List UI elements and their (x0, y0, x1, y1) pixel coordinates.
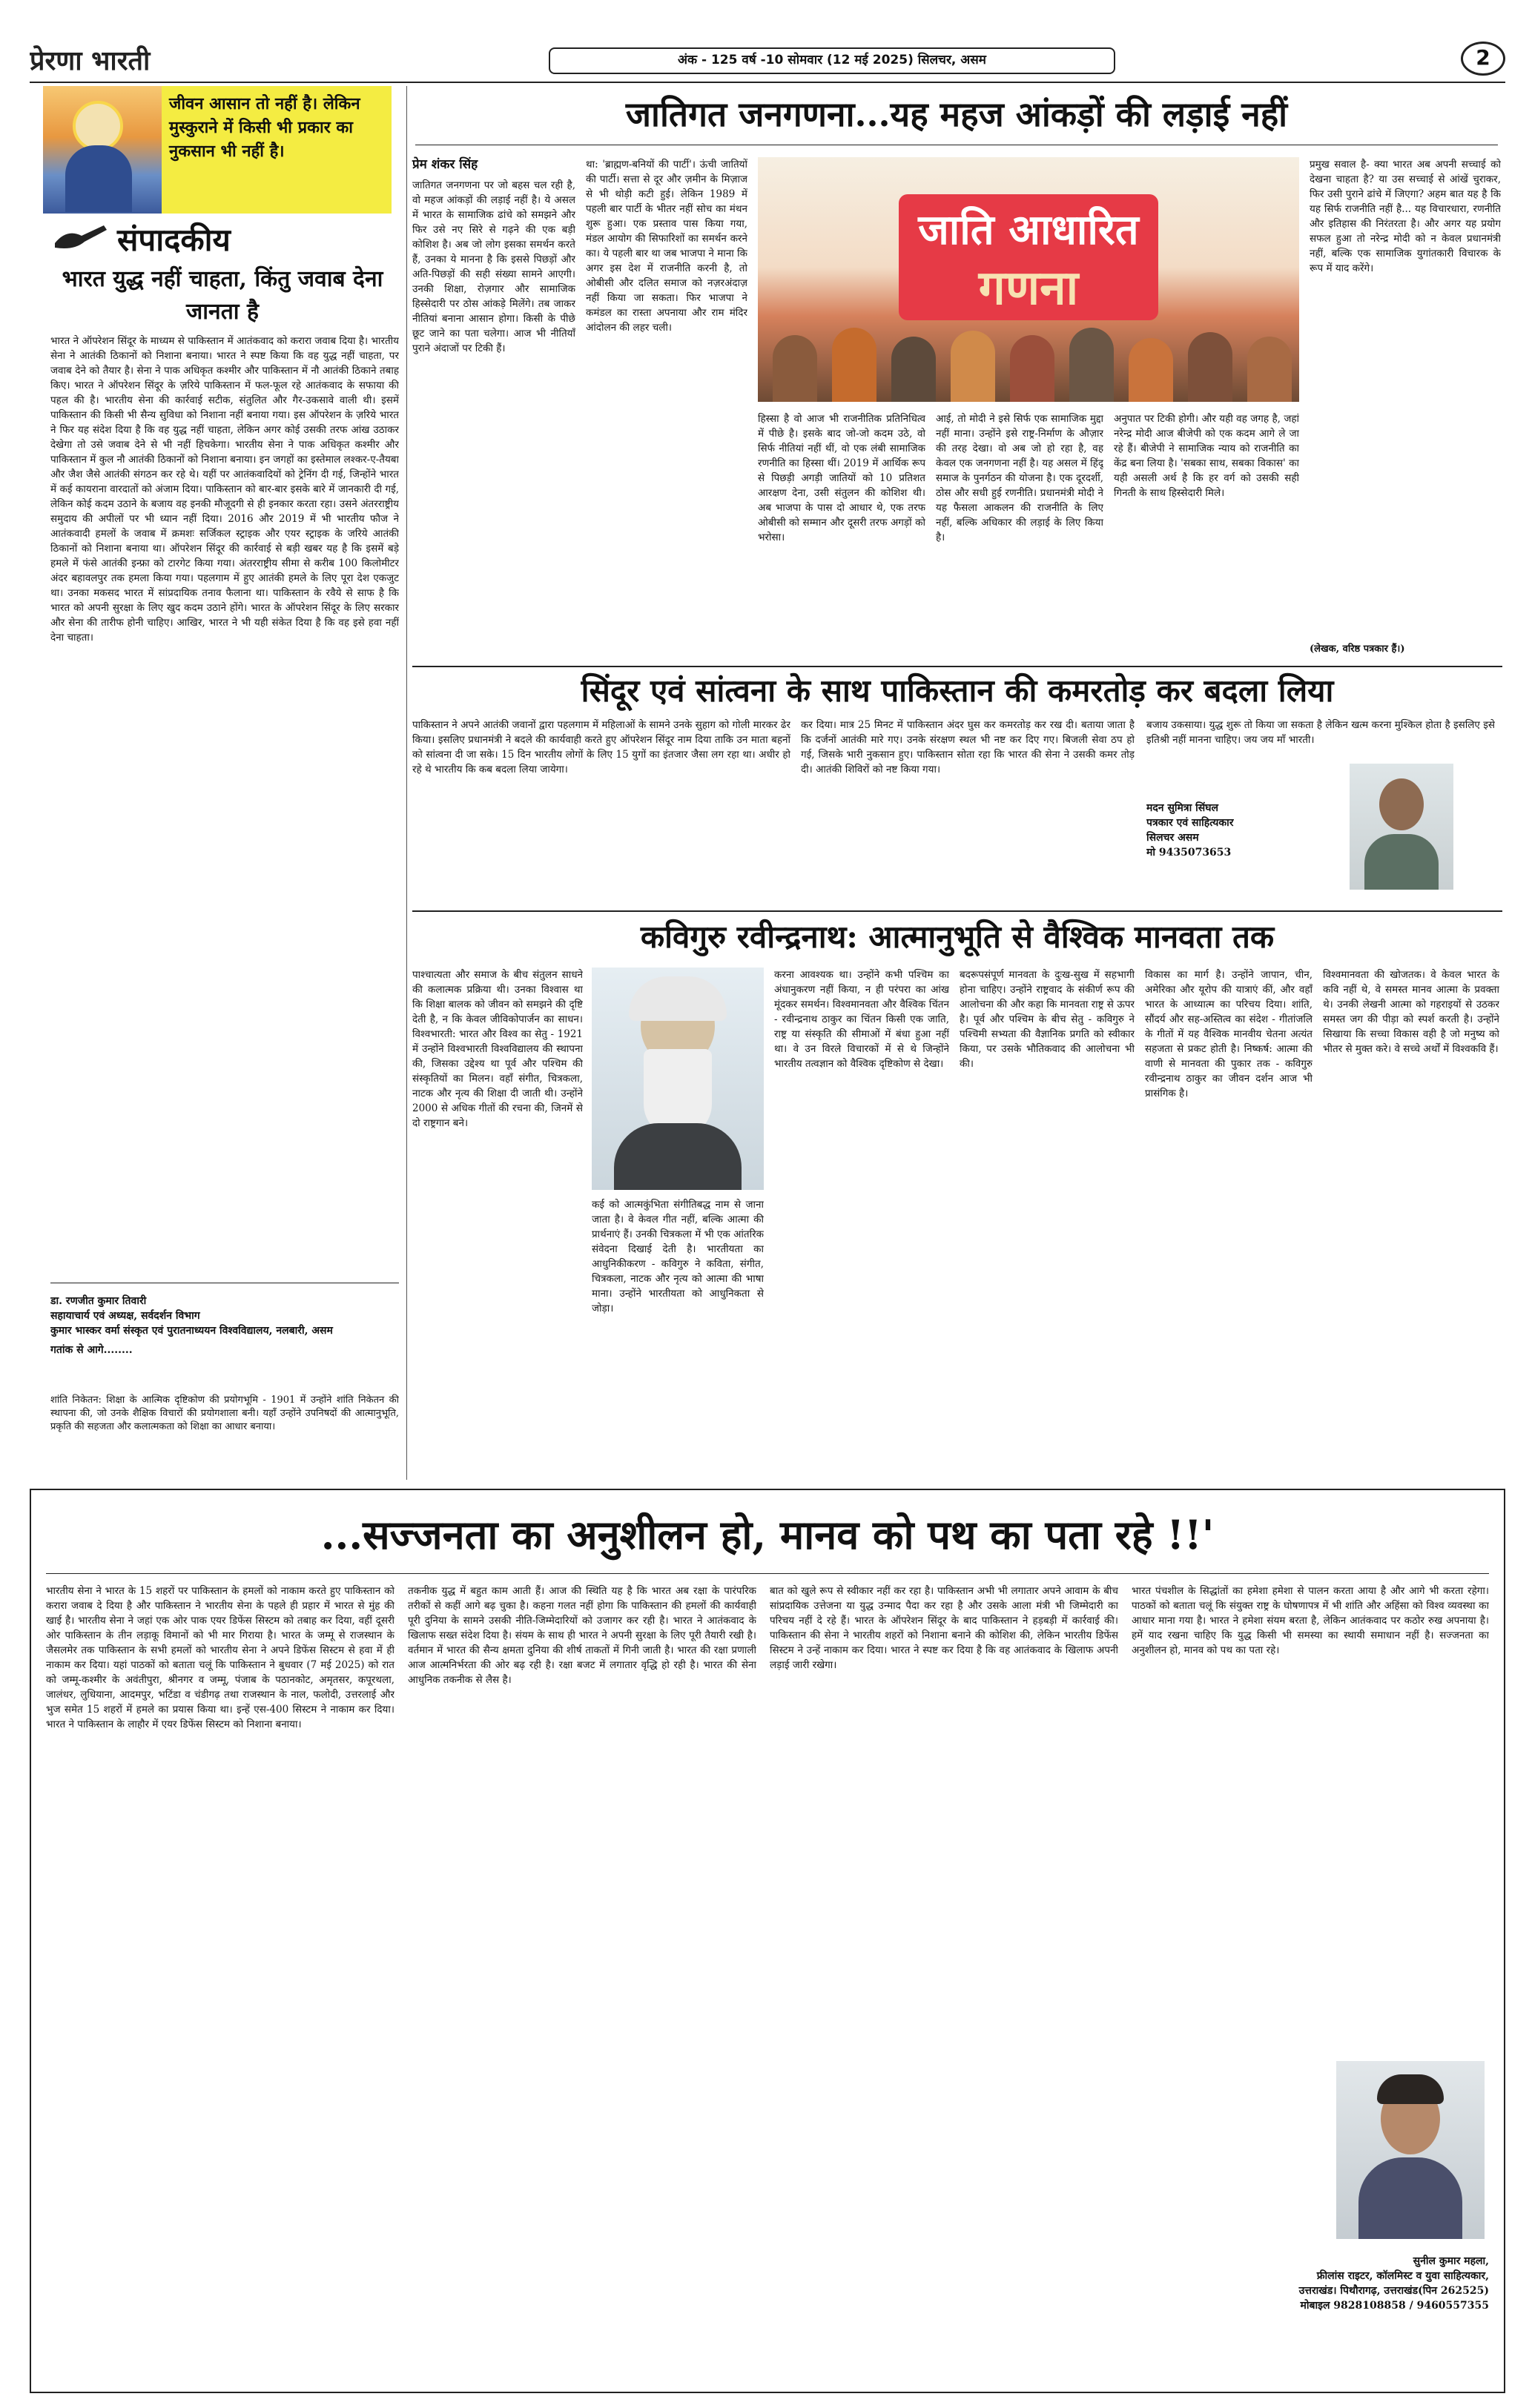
tagore-col-4: बदरूपसंपूर्ण मानवता के दुःख-सुख में सहभागी होना चाहिए। उन्होंने राष्ट्रवाद के संकीर्ण रूप की आलोचना की और कहा कि मानवता राष्ट्र से ऊपर है। पूर्व और पश्चिम के बीच सेतु - कविगुरु ने पश्चिमी सभ्यता की वैज्ञानिक प्रगति को स्वीकार किया, पर उसके भौतिकवाद की आलोचना भी की। (960, 969, 1135, 1070)
left-column-divider (406, 86, 407, 1480)
caste-col-tail: अनुपात पर टिकी होगी। और यही वह जगह है, जहां नरेन्द्र मोदी आज बीजेपी को एक कदम आगे ले जा रहे हैं। बीजेपी ने सामाजिक न्याय को राजनीति का केंद्र बना लिया है। 'सबका साथ, सबका विकास' का यही असली अर्थ है कि हर वर्ग को उसकी सही गिनती के साथ हिस्सेदारी मिले। (1114, 413, 1299, 499)
author-title: सहायाचार्य एवं अध्यक्ष, सर्वदर्शन विभाग (50, 1310, 200, 1322)
tagore-col-2: कई को आत्मकुंभिता संगीतिबद्ध नाम से जाना जाता है। वे केवल गीत नहीं, बल्कि आत्मा की प्रार्थनाएं हैं। उनकी चित्रकला में भी एक आंतरिक संवेदना दिखाई देती है। भारतीयता का आधुनिकीकरण - कविगुरु ने कविता, संगीत, चित्रकला, नाटक और नृत्य को आत्मा की भाषा माना। उन्होंने भारतीयता को आधुनिकता से जोड़ा। (592, 1199, 764, 1314)
editorial-author (50, 1294, 399, 1390)
caste-headline: जातिगत जनगणना...यह महज आंकड़ों की लड़ाई नहीं (625, 94, 1288, 134)
author-name: डा. रणजीत कुमार तिवारी (50, 1295, 147, 1307)
sindoor-bottom-rule (412, 910, 1502, 912)
illustration-text-line-2: गणना (978, 260, 1079, 316)
sindoor-author-place: सिलचर असम (1146, 832, 1199, 844)
editorial-headline: भारत युद्ध नहीं चाहता, किंतु जवाब देना जानता है (62, 266, 383, 325)
sajjanta-col-1: भारतीय सेना ने भारत के 15 शहरों पर पाकिस्तान के हमलों को नाकाम करते हुए पाकिस्तान को करारा जवाब दे दिया है और पाकिस्तान ने भारतीय सेना के पहले ही प्रहार में भारत से मुंह की खाई है। भारतीय सेना ने जहां एक ओर पाक एयर डिफेंस सिस्टम को तबाह कर दिया, वहीं दूसरी ओर पाकिस्तान के तीन लड़ाकू विमानों को भी मार गिराया है। भारत के जम्मू से राजस्थान के जैसलमेर तक पाकिस्तान के सभी हमलों को भारतीय सेना ने अपने डिफेंस सिस्टम से हवा में ही नाकाम कर दिया। यहां पाठकों को बताता चलूं कि पाकिस्तान ने बुधवार (7 मई 2025) को रात को जम्मू-कश्मीर के अवंतीपुरा, श्रीनगर व जम्मू, पंजाब के पठानकोट, अमृतसर, कपूरथला, जालंधर, लुधियाना, आदमपुर, भटिंडा व चंडीगढ़ तथा राजस्थान के नाल, फलोदी, उत्तरलाई और भुज समेत 15 शहरों में हमले का प्रयास किया था। इन्हें एस-400 सिस्टम ने नाकाम कर दिया। भारत ने पाकिस्तान के लाहौर में एयर डिफेंस सिस्टम को निशाना बनाया। (46, 1585, 394, 1730)
sajjanta-author-phone: मोबाइल 9828108858 / 9460557355 (1300, 2300, 1489, 2312)
sajjanta-author-block (1132, 2254, 1489, 2380)
sajjanta-col-3: बात को खुले रूप से स्वीकार नहीं कर रहा है। पाकिस्तान अभी भी लगातार अपने आवाम के बीच सांप्रदायिक उत्तेजना या युद्ध उन्माद पैदा कर रहा है और उसके आला मंत्री भी जिम्मेदारी का परिचय नहीं दे रहे हैं। भारत के ऑपरेशन सिंदूर के बाद पाकिस्तान ने हड़बड़ी में कार्रवाई की। पाकिस्तान की सेना ने भारतीय शहरों को निशाना बनाने की कोशिश की, लेकिन भारतीय डिफेंस सिस्टम ने उन्हें नाकाम कर दिया। भारत ने स्पष्ट कर दिया है कि वह आतंकवाद के खिलाफ अपनी लड़ाई जारी रखेगा। (770, 1585, 1118, 1671)
crowd-silhouettes (758, 328, 1299, 402)
sindoor-author-photo (1350, 764, 1453, 890)
sindoor-author-name: मदन सुमित्रा सिंघल (1146, 802, 1218, 814)
masthead-rule (30, 82, 1505, 83)
quote-box (43, 86, 392, 214)
masthead (30, 37, 1505, 83)
tagore-col-5: विकास का मार्ग है। उन्होंने जापान, चीन, अमेरिका और यूरोप की यात्राएं कीं, और वहाँ भारत के आध्यात्म का परिचय दिया। शांति, सौंदर्य और सह-अस्तित्व का संदेश - गीतांजलि के गीतों में यह वैश्विक मानवीय चेतना अत्यंत सहजता से प्रकट होती है। निष्कर्ष: आत्मा की वाणी से मानवता की पुकार तक - कविगुरु रवीन्द्रनाथ ठाकुर का जीवन दर्शन आज भी प्रासंगिक है। (1145, 969, 1313, 1099)
author-institution: कुमार भास्कर वर्मा संस्कृत एवं पुरातनाध्ययन विश्वविद्यालय, नलबारी, असम (50, 1325, 333, 1337)
editorial-section-label (52, 215, 378, 259)
caste-col-5: प्रमुख सवाल है- क्या भारत अब अपनी सच्चाई को देखना चाहता है? या उस सच्चाई से आंखें चुराकर, फिर उसी पुराने ढांचे में जिएगा? अहम बात यह है कि यह सिर्फ राजनीति नहीं है... यह विचारधारा, रणनीति और इतिहास की निरंतरता है। और अगर यह प्रयोग सफल हुआ तो नरेन्द्र मोदी को न केवल प्रधानमंत्री नहीं, बल्कि एक सामाजिक युगांतकारी विचारक के रूप में याद करेंगे। (1310, 159, 1501, 274)
page-number-badge: 2 (1461, 42, 1505, 76)
sindoor-col-2: कर दिया। मात्र 25 मिनट में पाकिस्तान अंदर घुस कर कमरतोड़ कर रख दी। बताया जाता है कि दर्जनों आतंकी मारे गए। उनके संरक्षण स्थल भी नष्ट कर दिए गए। बिजली सेवा ठप हो गई, जिसके भारी नुकसान हुए। पाकिस्तान सोता रहा कि भारत की सेना ने उसकी कमर तोड़ दी। आतंकी शिविरों को नष्ट किया गया। (801, 719, 1135, 775)
illustration-text-line-1: जाति आधारित (918, 205, 1139, 254)
caste-bottom-rule (412, 666, 1502, 667)
sajjanta-author-title: फ्रीलांस राइटर, कॉलमिस्ट व युवा साहित्यकार, (1316, 2270, 1489, 2282)
tagore-col-3: करना आवश्यक था। उन्होंने कभी पश्चिम का अंधानुकरण नहीं किया, न ही परंपरा का आंख मूंदकर समर्थन। विश्वमानवता और वैश्विक चिंतन - रवीन्द्रनाथ ठाकुर का चिंतन किसी एक जाति, राष्ट्र या संस्कृति की सीमाओं में बंधा हुआ नहीं था। वे उन विरले विचारकों में से थे जिन्होंने भारतीय तत्वज्ञान को वैश्विक दृष्टिकोण से देखा। (774, 969, 949, 1070)
tagore-col-1: पाश्चात्यता और समाज के बीच संतुलन साधने की कलात्मक प्रक्रिया थी। उनका विश्वास था कि शिक्षा बालक को जीवन को समझने की दृष्टि देती है, न कि केवल जीविकोपार्जन का साधन। विश्वभारती: भारत और विश्व का सेतु - 1921 में उन्होंने विश्वभारती विश्वविद्यालय की स्थापना की, जिसका उद्देश्य था पूर्व और पश्चिम की संस्कृतियों का मिलन। वहाँ संगीत, चित्रकला, नाटक और नृत्य की शिक्षा दी जाती थी। उन्होंने 2000 से अधिक गीतों की रचना की, जिनमें से दो राष्ट्रगान बने। (412, 969, 583, 1129)
sindoor-col-1: पाकिस्तान ने अपने आतंकी जवानों द्वारा पहलगाम में महिलाओं के सामने उनके सुहाग को गोली मारकर ढेर किया। इसलिए प्रधानमंत्री ने बदले की कार्यवाही करते हुए ऑपरेशन सिंदूर नाम दिया ताकि उन माता बहनों को सांत्वना दी जा सके। 15 दिन भारतीय लोगों के लिए 15 युगों का इंतजार जैसा लग रहा था। अधीर हो रहे थे भारतीय कि कब बदला लिया जायेगा। (412, 719, 790, 775)
sindoor-author-phone: मो 9435073653 (1146, 847, 1232, 859)
caste-col-2: था: 'ब्राह्मण-बनियों की पार्टी'। ऊंची जातियों की पार्टी। सत्ता से दूर और ज़मीन के मिज़ाज से भी थोड़ी कटी हुई। लेकिन 1989 में पहली बार पार्टी के भीतर नहीं सोच का मंथन शुरू हुआ। एक प्रस्ताव पास किया गया, मंडल आयोग की सिफारिशों का समर्थन करने का। ये पहली बार था जब भाजपा ने माना कि अगर इस देश में राजनीति करनी है, तो ओबीसी और दलित समाज को नज़रअंदाज़ नहीं किया जा सकता। फिर भाजपा ने कमंडल का रास्ता अपनाया और राम मंदिर आंदोलन की लहर चली। (586, 159, 747, 334)
paper-name: प्रेरणा भारती (30, 45, 151, 76)
krishna-arjuna-illustration (43, 86, 162, 214)
caste-author: प्रेम शंकर सिंह (412, 157, 478, 172)
issue-line: अंक - 125 वर्ष -10 सोमवार (12 मई 2025) सिलचर, असम (549, 47, 1115, 74)
caste-col-3: हिस्सा है वो आज भी राजनीतिक प्रतिनिधित्व में पीछे है। इसके बाद जो-जो कदम उठे, वो सिर्फ नीतियां नहीं थीं, वो एक लंबी सामाजिक रणनीति का हिस्सा थीं। 2019 में आर्थिक रूप से पिछड़ी अगड़ी जातियों को 10 प्रतिशत आरक्षण देना, उसी संतुलन की कोशिश थी। अब भाजपा के पास दो आधार थे, एक तरफ ओबीसी को सम्मान और दूसरी तरफ अगड़ों को भरोसा। (758, 413, 925, 543)
sajjanta-article-box (30, 1489, 1505, 2393)
sajjanta-author-place: उत्तराखंड। पिथौरागढ़, उत्तराखंड(पिन 262525) (1298, 2285, 1489, 2297)
quote-text: जीवन आसान तो नहीं है। लेकिन मुस्कुराने में किसी भी प्रकार का नुकसान भी नहीं है। (169, 94, 360, 161)
caste-col-1: जातिगत जनगणना पर जो बहस चल रही है, वो महज आंकड़ों की लड़ाई नहीं है। ये असल में भारत के सामाजिक ढांचे को समझने और फिर उसे नए सिरे से गढ़ने की एक बड़ी कोशिश है। अब जो लोग इसका समर्थन करते हैं, उनका ये मानना है कि इससे पिछड़ों और अति-पिछड़ों की सही संख्या सामने आएगी। उनकी शिक्षा, रोज़गार और सामाजिक हिस्सेदारी पर ठोस आंकड़े मिलेंगे। तब जाकर नीतियां बनाना आसान होगा। किसी के पीछे छूट जाने का पता चलेगा। आज भी नीतियाँ पुराने अंदाजों पर टिकी हैं। (412, 179, 575, 354)
tagore-col-6: विश्वमानवता की खोजतक। वे केवल भारत के कवि नहीं थे, वे समस्त मानव आत्मा के प्रवक्ता थे। उनकी लेखनी आत्मा को गहराइयों से उठकर समस्त जग की पीड़ा को स्पर्श करती है। उन्होंने सिखाया कि सच्चा विकास वही है जो मनुष्य को भीतर से मुक्त करे। वे सच्चे अर्थों में विश्वकवि हैं। (1323, 969, 1499, 1055)
caste-col-4: आई, तो मोदी ने इसे सिर्फ एक सामाजिक मुद्दा नहीं माना। उन्होंने इसे राष्ट्र-निर्माण के औज़ार की तरह देखा। वो अब जो हो रहा है, वह केवल एक जनगणना नहीं है। यह असल में हिंदू समाज के पुनर्गठन की योजना है। एक दूरदर्शी, ठोस और सधी हुई रणनीति। प्रधानमंत्री मोदी ने यह फैसला आकलन की राजनीति के लिए नहीं, बल्कि अधिकार की लड़ाई के लिए किया है। (936, 413, 1103, 543)
sajjanta-author-name: सुनील कुमार महला, (1413, 2255, 1489, 2267)
caste-census-illustration (758, 157, 1299, 402)
sajjanta-headline: ...सज्जनता का अनुशीलन हो, मानव को पथ का पता रहे !!' (320, 1511, 1215, 1558)
tagore-headline: कविगुरु रवीन्द्रनाथ: आत्मानुभूति से वैश्विक मानवता तक (640, 919, 1275, 955)
sajjanta-headline-rule (46, 1573, 1489, 1574)
section-title: संपादकीय (117, 222, 231, 258)
editorial-body: भारत ने ऑपरेशन सिंदूर के माध्यम से पाकिस्तान में आतंकवाद को करारा जवाब दिया है। भारतीय सेना ने आतंकी ठिकानों को निशाना बनाया। भारत ने स्पष्ट किया कि वह युद्ध नहीं चाहता, पर जवाब देने को तैयार है। सेना ने पाक अधिकृत कश्मीर और पाकिस्तान में नौ आतंकी ठिकाने तबाह किए। भारत ने ऑपरेशन सिंदूर के ज़रिये पाकिस्तान में फल-फूल रहे आतंकवाद के सफाया की पहल की है। भारतीय सेना की कार्रवाई सटीक, संतुलित और गैर-उकसावे वाली थी। इसमें पाकिस्तान की किसी भी सैन्य सुविधा को निशाना नहीं बनाया गया। इस ऑपरेशन के ज़रिये भारत ने फिर यह संदेश दिया है कि वह युद्ध नहीं चाहता, लेकिन अगर कोई उसकी तरफ आंख उठाकर देखेगा तो उसे जवाब देने से भी नहीं हिचकेगा। भारतीय सेना ने पाक अधिकृत कश्मीर और पाकिस्तान में कुल नौ आतंकी ठिकानों को निशाना बनाया। इन जगहों का इस्तेमाल लश्कर-ए-तैयबा और जैश जैसे आतंकी संगठन कर रहे थे। यहीं पर आतंकवादियों को ट्रेनिंग दी गई, जिन्होंने भारत में कई कायराना वारदातों को अंजाम दिया। पाकिस्तान को बार-बार इसके बारे में जानकारी दी गई, लेकिन कोई कदम उठाने के बजाय वह इनकी मौजूदगी से ही इनकार करता रहा। उसने अंतरराष्ट्रीय समुदाय की अपीलों पर भी ध्यान नहीं दिया। 2016 और 2019 में भी भारतीय फौज ने आतंकवादी हमलों के जवाब में क्रमशः सर्जिकल स्ट्राइक और एयर स्ट्राइक के जरिये आतंकी ठिकानों को निशाना बनाया था। ऑपरेशन सिंदूर की कार्रवाई से बड़ी खबर यह है कि इसमें बड़े हमले में फंसे आतंकी इन्फ्रा को टारगेट किया गया। अंतरराष्ट्रीय सीमा से करीब 100 किलोमीटर अंदर बहावलपुर तक हमला किया गया। पहलगाम में हुए आतंकी हमले के लिए पूरा देश एकजुट था। उनका मकसद भारत में सांप्रदायिक तनाव फैलाना था। पाकिस्तान के रवैये से साफ है कि भारत को अपनी सुरक्षा के लिए खुद कदम उठाने होंगे। भारत के ऑपरेशन सिंदूर के लिए सरकार और सेना की तारीफ होनी चाहिए। आखिर, भारत ने भी यही संकेत दिया है कि वह इसे हवा नहीं देना चाहता। (50, 335, 399, 644)
tagore-portrait (592, 968, 764, 1190)
sajjanta-col-4: भारत पंचशील के सिद्धांतों का हमेशा हमेशा से पालन करता आया है और आगे भी करता रहेगा। पाठकों को बताता चलूं कि संयुक्त राष्ट्र के घोषणापत्र में भी शांति और अहिंसा को विश्व व्यवस्था का आधार माना गया है। भारत ने हमेशा संयम बरता है, लेकिन आतंकवाद पर कठोर रुख अपनाया है। हमें याद रखना चाहिए कि युद्ध किसी भी समस्या का स्थायी समाधान नहीं है। सज्जनता का अनुशीलन हो, मानव को पथ का पता रहे। (1132, 1585, 1489, 1656)
sajjanta-col-2: तकनीक युद्ध में बहुत काम आती हैं। आज की स्थिति यह है कि भारत अब रक्षा के पारंपरिक तरीकों से कहीं आगे बढ़ चुका है। कहना गलत नहीं होगा कि पाकिस्तान की हमलों की कार्यवाही पूरी दुनिया के सामने उसकी नीति-जिम्मेदारियों को उजागर कर रही है। भारत ने आतंकवाद के खिलाफ सख्त संदेश दिया है। संयम के साथ ही भारत ने अपनी सुरक्षा के लिए पूरी तैयारी रखी है। वर्तमान में भारत की सैन्य क्षमता दुनिया की शीर्ष ताकतों में गिनी जाती है। भारत की रक्षा प्रणाली आज आत्मनिर्भरता की ओर बढ़ रही है। रक्षा बजट में लगातार वृद्धि हो रही है। भारत की सेना आधुनिक तकनीक से लैस है। (408, 1585, 756, 1686)
sindoor-col-3: बजाय उकसाया। युद्ध शुरू तो किया जा सकता है लेकिन खत्म करना मुश्किल होता है इसलिए इसे इतिश्री नहीं मानना चाहिए। जय जय माँ भारती। (1146, 719, 1495, 746)
sindoor-author-title: पत्रकार एवं साहित्यकार (1146, 817, 1234, 829)
caste-author-note: (लेखक, वरिष्ठ पत्रकार हैं।) (1310, 644, 1405, 655)
tagore-continued-body: शांति निकेतन: शिक्षा के आत्मिक दृष्टिकोण की प्रयोगभूमि - 1901 में उन्होंने शांति निकेतन की स्थापना की, जो उनके शैक्षिक विचारों की प्रयोगशाला बनी। यहाँ उन्होंने उपनिषदों की आत्मानुभूति, प्रकृति की सहजता और कलात्मकता को शिक्षा का आधार बनाया। (50, 1395, 399, 1432)
sajjanta-author-photo (1336, 2061, 1485, 2239)
continued-label: गतांक से आगे........ (50, 1344, 133, 1356)
pen-hand-icon (52, 221, 111, 254)
sindoor-headline: सिंदूर एवं सांत्वना के साथ पाकिस्तान की कमरतोड़ कर बदला लिया (581, 672, 1334, 709)
